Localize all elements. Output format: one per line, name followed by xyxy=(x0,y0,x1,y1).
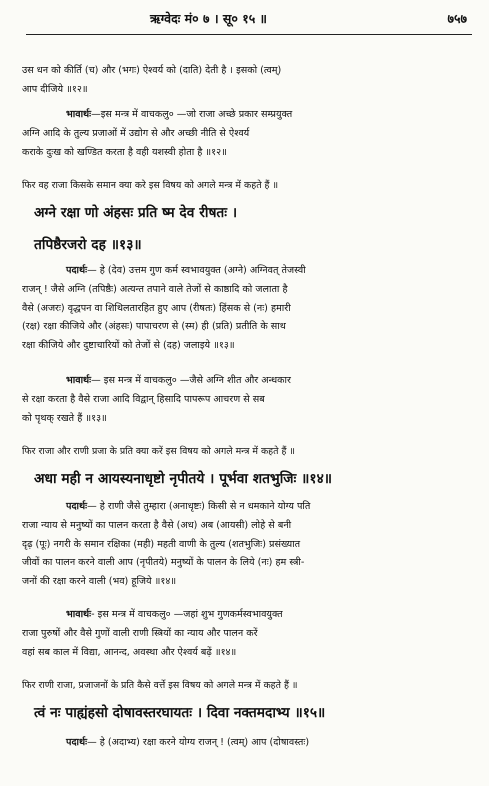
text-line: राजन् ! जैसे अग्नि (तपिष्ठैः) अत्यन्त तपाने वाले तेजों से काष्ठादि को जलाता है xyxy=(22,283,288,295)
text-line: (रक्ष) रक्षा कीजिये और (अंहसः) पापाचरण से (स्म) ही (प्रति) प्रतीति के साथ xyxy=(22,321,286,333)
padartha-13 xyxy=(22,262,476,356)
padartha-label: पदार्थः xyxy=(66,265,88,276)
text-line xyxy=(22,498,476,517)
text-line xyxy=(22,106,476,125)
bhavartha-text: —इस मन्त्र में वाचकलु० —जो राजा अच्छे प्रकार सम्प्रयुक्त xyxy=(91,109,293,120)
text-line: वैसे (अजरः) वृद्धपन वा शिथिलतारहित हुए आप (रीषतः) हिंसक से (नः) हमारी xyxy=(22,302,291,314)
bhavartha-14 xyxy=(22,606,476,662)
text-line: से रक्षा करता है वैसे राजा आदि विद्वान् हिसादि पापरूप आचरण से सब xyxy=(22,393,265,405)
text-line xyxy=(22,734,476,753)
bhavartha-text: - इस मन्त्र में वाचकलु० —जहां शुभ गुणकर्मस्वभावयुक्त xyxy=(91,609,283,620)
padartha-text: — हे (देव) उत्तम गुण कर्म स्वभावयुक्त (अग्ने) अग्निवत् तेजस्वी xyxy=(87,265,306,276)
text-line: जनों की रक्षा करने वाली (भव) हूजिये ॥१४॥ xyxy=(22,576,177,588)
mantra-intro: फिर वह राजा किसके समान क्या करे इस विषय को अगले मन्त्र में कहते हैं ॥ xyxy=(22,180,279,191)
text-line: रक्षा कीजिये और दुष्टाचारियों को तेजों से (दह) जलाइये ॥१३॥ xyxy=(22,340,235,352)
bhavartha-label: भावार्थः xyxy=(66,375,92,386)
text-line xyxy=(22,262,476,281)
padartha-label: पदार्थः xyxy=(66,501,88,512)
text-line: राजा न्याय से मनुष्यों का पालन करता है वैसे (अध) अब (आयसी) लोहे से बनी xyxy=(22,519,292,531)
text-line: कराके दुःख को खण्डित करता है वही यशस्वी होता है ॥१२॥ xyxy=(22,146,227,158)
bhavartha-13 xyxy=(22,372,476,428)
text-line: अग्नि आदि के तुल्य प्रजाओं में उद्योग से और अच्छी नीति से ऐश्वर्य xyxy=(22,127,250,139)
padartha-15 xyxy=(22,734,476,753)
mantra-13-line-2: तपिष्ठैरजरो दह ॥१३॥ xyxy=(34,237,142,253)
mantra-15: त्वं नः पाह्यंहसो दोषावस्तरघायतः । दिवा नक्तमदाभ्य ॥१५॥ xyxy=(34,705,326,721)
padartha-label: पदार्थः xyxy=(66,737,88,748)
mantra-intro: फिर राजा और राणी प्रजा के प्रति क्या करें इस विषय को अगले मन्त्र में कहते हैं ॥ xyxy=(22,446,296,457)
header-rule xyxy=(26,34,472,35)
text-line xyxy=(22,372,476,391)
bhavartha-label: भावार्थः xyxy=(66,109,92,120)
mantra-13-line-1: अग्ने रक्षा णो अंहसः प्रति ष्म देव रीषतः । xyxy=(34,205,238,221)
page-header xyxy=(0,6,489,32)
text-line: राजा पुरुषों और वैसे गुणों वाली राणी स्त्रियों का न्याय और पालन करें xyxy=(22,627,258,639)
padartha-text: — हे राणी जैसे तुम्हारा (अनाधृष्टः) किसी से न धमकाने योग्य पति xyxy=(87,501,311,512)
text-line: दृढ़ (पूः) नगरी के समान रक्षिका (मही) महती वाणी के तुल्य (शतभुजिः) प्रसंख्यात xyxy=(22,538,301,550)
text-line: उस धन को कीर्ति (च) और (भगः) ऐश्वर्य को (दाति) देती है । इसको (त्वम्) xyxy=(22,65,282,76)
bhavartha-12 xyxy=(22,106,476,162)
meaning-continuation xyxy=(22,62,476,100)
mantra-intro: फिर राणी राजा, प्रजाजनों के प्रति कैसे वर्त्ते इस विषय को अगले मन्त्र में कहते हैं ॥ xyxy=(22,680,298,691)
text-line: वहां सब काल में विद्या, आनन्द, अवस्था और ऐश्वर्य बढ़ें ॥१४॥ xyxy=(22,646,237,658)
mantra-14: अधा मही न आयस्यनाधृष्टो नृपीतये । पूर्भवा शतभुजिः ॥१४॥ xyxy=(34,471,333,487)
bhavartha-text: — इस मन्त्र में वाचकलु० —जैसे अग्नि शीत और अन्धकार xyxy=(91,375,291,386)
text-line: आप दीजिये ॥१२॥ xyxy=(22,83,88,95)
text-line: जीवों का पालन करने वाली आप (नृपीतये) मनुष्यों के पालन के लिये (नः) हम स्त्री- xyxy=(22,557,305,569)
padartha-text: — हे (अदाभ्य) रक्षा करने योग्य राजन् ! (त्वम्) आप (दोषावस्तः) xyxy=(87,737,310,748)
page-number: ७५७ xyxy=(447,11,467,26)
bhavartha-label: भावार्थः xyxy=(66,609,92,620)
running-title: ऋग्वेदः मं० ७ । सू० १५ ॥ xyxy=(150,11,268,26)
padartha-14 xyxy=(22,498,476,592)
text-line: को पृथक् रखते हैं ॥१३॥ xyxy=(22,412,107,424)
text-line xyxy=(22,606,476,625)
